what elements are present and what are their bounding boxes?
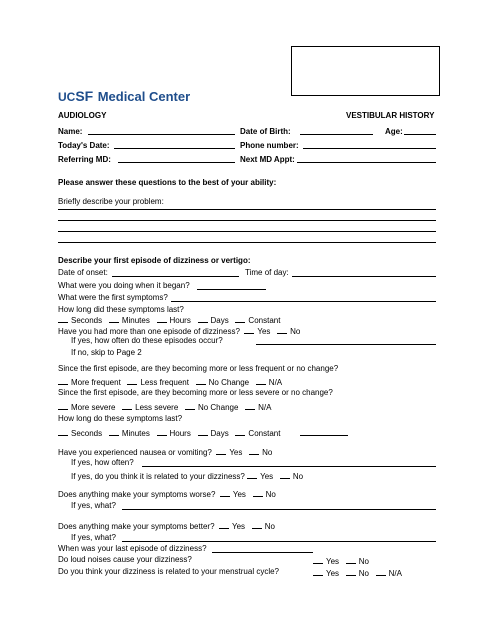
opt-sev-nochange[interactable]: No Change: [197, 403, 239, 412]
since-duration-extra-line[interactable]: [300, 435, 348, 436]
howlong-label: How long did these symptoms last?: [58, 305, 184, 314]
today-field[interactable]: [114, 148, 235, 149]
nextappt-label: Next MD Appt:: [240, 155, 295, 164]
opt2-minutes[interactable]: Minutes: [121, 429, 150, 438]
name-label: Name:: [58, 127, 83, 136]
skip-note: If no, skip to Page 2: [71, 348, 142, 357]
name-field[interactable]: [88, 134, 235, 135]
worse-question: Does anything make your symptoms worse?: [58, 490, 216, 499]
time-label: Time of day:: [245, 268, 289, 277]
worse-row: [58, 488, 276, 499]
more-no[interactable]: No: [290, 327, 301, 336]
onset-label: Date of onset:: [58, 268, 108, 277]
nausea-yes[interactable]: Yes: [229, 448, 243, 457]
better-row: [58, 520, 275, 531]
opt2-days[interactable]: Days: [210, 429, 229, 438]
phone-label: Phone number:: [240, 141, 299, 150]
time-field[interactable]: [292, 276, 436, 277]
noise-no[interactable]: No: [358, 557, 369, 566]
today-label: Today's Date:: [58, 141, 110, 150]
refmd-field[interactable]: [118, 162, 235, 163]
noise-options: [313, 555, 369, 566]
more-episodes-row: [58, 325, 300, 336]
opt2-seconds[interactable]: Seconds: [71, 429, 103, 438]
worse-yes[interactable]: Yes: [232, 490, 246, 499]
patient-label-box: [291, 46, 440, 96]
nausea-question: Have you experienced nausea or vomiting?: [58, 448, 212, 457]
refmd-label: Referring MD:: [58, 155, 111, 164]
onset-field[interactable]: [112, 276, 239, 277]
more-yes[interactable]: Yes: [257, 327, 271, 336]
describe-label: Briefly describe your problem:: [58, 197, 164, 206]
nausea-related-question: If yes, do you think it is related to your dizziness?: [71, 472, 245, 481]
age-field[interactable]: [404, 134, 436, 135]
opt-freq-na[interactable]: N/A: [268, 378, 283, 387]
first-symptoms-label: What were the first symptoms?: [58, 293, 168, 302]
more-episodes-question: Have you had more than one episode of dizziness?: [58, 327, 240, 336]
worse-no[interactable]: No: [265, 490, 276, 499]
better-question: Does anything make your symptoms better?: [58, 522, 215, 531]
nausea-row: [58, 446, 272, 457]
opt-more-frequent[interactable]: More frequent: [71, 378, 121, 387]
dept-label: AUDIOLOGY: [58, 111, 107, 120]
since-duration-options: [58, 427, 280, 438]
menstrual-question: Do you think your dizziness is related to your menstrual cycle?: [58, 567, 279, 576]
better-what-field[interactable]: [122, 541, 436, 542]
better-what-label: If yes, what?: [71, 533, 116, 542]
opt-more-severe[interactable]: More severe: [71, 403, 116, 412]
opt-minutes[interactable]: Minutes: [121, 316, 150, 325]
form-title: VESTIBULAR HISTORY: [346, 111, 435, 120]
related-yes[interactable]: Yes: [260, 472, 274, 481]
first-duration-options: [58, 314, 280, 325]
opt2-constant[interactable]: Constant: [248, 429, 281, 438]
howoften-field[interactable]: [256, 344, 436, 345]
noise-question: Do loud noises cause your dizziness?: [58, 555, 192, 564]
ucsf-logo: UCSF Medical Center: [58, 88, 191, 104]
opt-freq-nochange[interactable]: No Change: [208, 378, 250, 387]
describe-line-2[interactable]: [58, 220, 436, 221]
describe-line-4[interactable]: [58, 242, 436, 243]
phone-field[interactable]: [303, 148, 436, 149]
menstrual-na[interactable]: N/A: [388, 569, 402, 578]
howoften-label: If yes, how often do these episodes occur?: [71, 336, 223, 345]
better-yes[interactable]: Yes: [231, 522, 246, 531]
nausea-howoften-label: If yes, how often?: [71, 458, 134, 467]
opt-less-severe[interactable]: Less severe: [135, 403, 179, 412]
opt-constant[interactable]: Constant: [248, 316, 281, 325]
frequency-options: [58, 376, 282, 387]
severity-question: Since the first episode, are they becoming more or less severe or no change?: [58, 388, 333, 397]
last-episode-field[interactable]: [212, 552, 313, 553]
opt-less-frequent[interactable]: Less frequent: [140, 378, 189, 387]
menstrual-yes[interactable]: Yes: [326, 569, 340, 578]
doing-label: What were you doing when it began?: [58, 281, 190, 290]
nextappt-field[interactable]: [297, 162, 436, 163]
age-label: Age:: [385, 127, 403, 136]
dob-field[interactable]: [300, 134, 373, 135]
first-episode-heading: Describe your first episode of dizziness or vertigo:: [58, 256, 251, 265]
worse-what-field[interactable]: [122, 509, 436, 510]
opt-days[interactable]: Days: [210, 316, 229, 325]
first-symptoms-field[interactable]: [171, 301, 436, 302]
related-no[interactable]: No: [292, 472, 304, 481]
describe-line-1[interactable]: [58, 209, 436, 210]
menstrual-no[interactable]: No: [358, 569, 369, 578]
since-howlong-label: How long do these symptoms last?: [58, 414, 183, 423]
instructions: Please answer these questions to the best of your ability:: [58, 178, 277, 187]
last-episode-label: When was your last episode of dizziness?: [58, 544, 207, 553]
noise-yes[interactable]: Yes: [326, 557, 340, 566]
describe-line-3[interactable]: [58, 231, 436, 232]
opt2-hours[interactable]: Hours: [169, 429, 191, 438]
opt-sev-na[interactable]: N/A: [258, 403, 272, 412]
nausea-howoften-field[interactable]: [142, 466, 436, 467]
nausea-no[interactable]: No: [262, 448, 273, 457]
frequency-question: Since the first episode, are they becoming more or less frequent or no change?: [58, 364, 339, 373]
nausea-related-row: [71, 470, 303, 481]
worse-what-label: If yes, what?: [71, 501, 116, 510]
dob-label: Date of Birth:: [240, 127, 291, 136]
doing-field[interactable]: [197, 289, 266, 290]
opt-hours[interactable]: Hours: [169, 316, 191, 325]
severity-options: [58, 401, 271, 412]
better-no[interactable]: No: [264, 522, 275, 531]
menstrual-options: [313, 567, 402, 578]
opt-seconds[interactable]: Seconds: [71, 316, 103, 325]
